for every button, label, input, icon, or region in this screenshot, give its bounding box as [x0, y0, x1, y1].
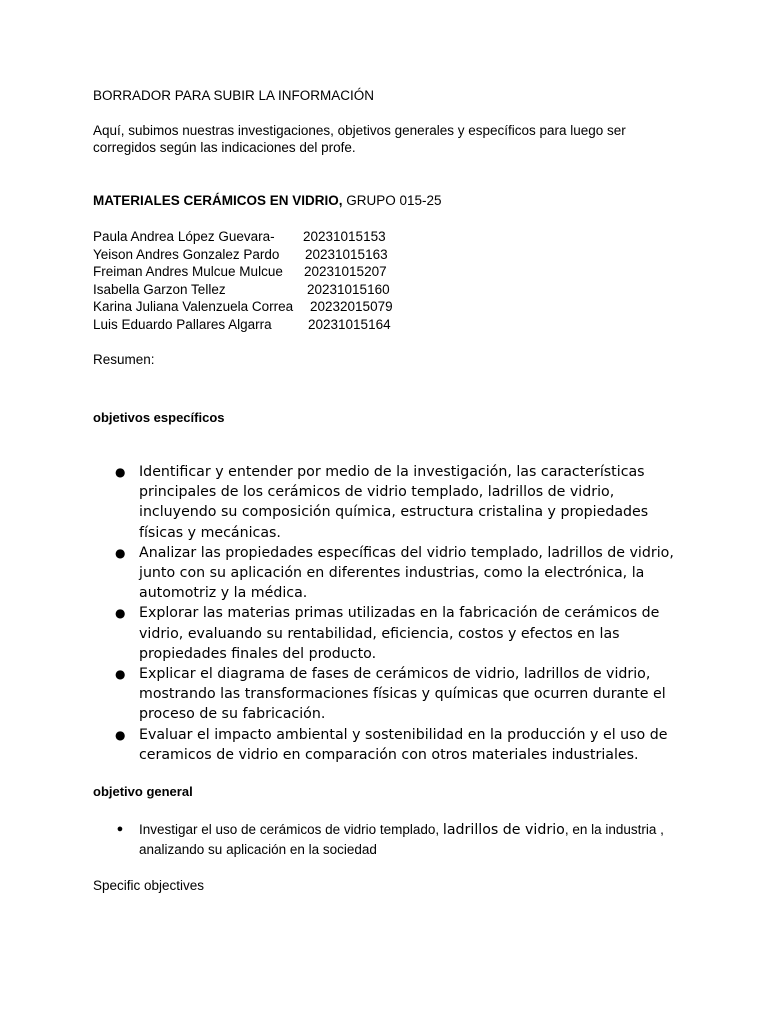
specific-objective-text: Analizar las propiedades específicas del vidrio templado, ladrillos de vidrio, junto con su aplicación en diferentes industrias, como la electrónica, la automotriz y la médica.: [139, 544, 674, 602]
general-objective-list: [93, 820, 683, 859]
summary-label: Resumen:: [93, 352, 155, 367]
bullet-icon: ●: [116, 823, 124, 835]
specific-objectives-list: [93, 462, 683, 765]
general-objective-heading: objetivo general: [93, 784, 193, 799]
member-code: 20231015207: [304, 264, 387, 280]
heading-title: MATERIALES CERÁMICOS EN VIDRIO,: [93, 193, 343, 208]
specific-objective-text: Explorar las materias primas utilizadas en la fabricación de cerámicos de vidrio, evaluando su rentabilidad, eficiencia, costos y efectos en las propiedades finales del producto.: [139, 605, 660, 662]
member-code: 20231015153: [303, 229, 386, 244]
specific-objective-text: Explicar el diagrama de fases de cerámicos de vidrio, ladrillos de vidrio, mostrando las transformaciones físicas y químicas que ocurren durante el proceso de su fabricación.: [139, 666, 666, 723]
specific-objectives-heading: objetivos específicos: [93, 410, 225, 425]
specific-objectives-english: Specific objectives: [93, 878, 205, 893]
intro-line-1: Aquí, subimos nuestras investigaciones, objetivos generales y específicos para luego ser: [93, 123, 626, 138]
general-objective-text-2: ladrillos de vidrio: [442, 822, 565, 838]
specific-objective-text: Identificar y entender por medio de la investigación, las características principales de los cerámicos de vidrio templado, ladrillos de vidrio, incluyendo su composición química, estructura cristalina y propiedades físicas y mecánicas.: [139, 464, 649, 541]
bullet-icon: ●: [115, 727, 126, 742]
intro-line-2: corregidos según las indicaciones del profe.: [93, 140, 356, 155]
draft-title: BORRADOR PARA SUBIR LA INFORMACIÓN: [93, 88, 375, 103]
member-code: 20231015164: [308, 316, 391, 332]
bullet-icon: ●: [115, 465, 126, 479]
heading-group: GRUPO 015-25: [342, 193, 442, 208]
member-name: Luis Eduardo Pallares Algarra: [93, 316, 272, 332]
list-item: [93, 543, 683, 604]
list-item: [93, 820, 683, 859]
list-item: [93, 725, 683, 765]
member-code: 20232015079: [310, 299, 393, 315]
specific-objective-text: Evaluar el impacto ambiental y sostenibilidad en la producción y el uso de ceramicos de vidrio en comparación con otros materiales industriales.: [139, 726, 668, 763]
bullet-icon: ●: [115, 545, 126, 560]
member-code: 20231015160: [307, 281, 390, 297]
member-code: 20231015163: [305, 246, 388, 262]
bullet-icon: ●: [115, 667, 126, 682]
general-objective-text-3: , en la industria , analizando su aplicación en la sociedad: [139, 822, 664, 857]
list-item: [93, 664, 683, 725]
list-item: [93, 603, 683, 664]
member-name: Isabella Garzon Tellez: [93, 281, 226, 297]
member-name: Yeison Andres Gonzalez Pardo: [93, 246, 280, 262]
bullet-icon: ●: [115, 606, 126, 621]
list-item: [93, 462, 683, 543]
member-name: Paula Andrea López Guevara-: [93, 229, 275, 244]
member-name: Freiman Andres Mulcue Mulcue: [93, 264, 283, 280]
general-objective-text-1: Investigar el uso de cerámicos de vidrio templado,: [139, 822, 443, 837]
member-name: Karina Juliana Valenzuela Correa: [93, 299, 294, 315]
document-heading: [93, 192, 442, 209]
